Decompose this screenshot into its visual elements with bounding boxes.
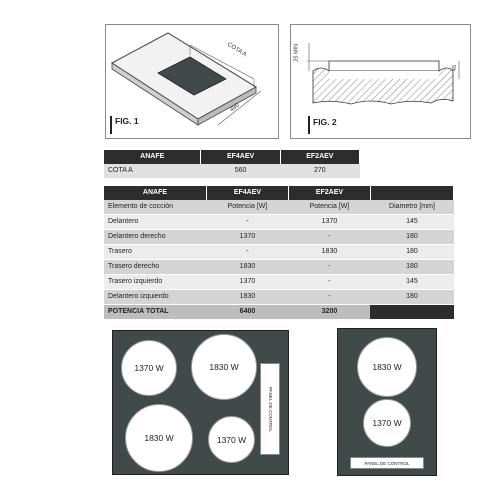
burner-front-right: 1370 W [208, 416, 255, 463]
table-row [104, 275, 454, 290]
table-row [104, 245, 454, 260]
row-ef2: - [288, 290, 370, 305]
subheader-elemento: Elemento de cocción [104, 200, 206, 215]
subheader-potencia-ef4: Potencia [W] [206, 200, 288, 215]
row-ef4: - [206, 245, 288, 260]
row-ef2: 1370 [288, 215, 370, 230]
burner-rear-right: 1830 W [191, 334, 257, 400]
depth-label: 480 [229, 102, 241, 114]
row-name: Trasero izquierdo [104, 275, 206, 290]
control-panel-label: PANEL DE CONTROL [267, 386, 273, 432]
subheader-diametro: Diametro [mm] [370, 200, 453, 215]
burner-rear-left: 1370 W [121, 340, 177, 396]
burner-rear: 1830 W [357, 337, 417, 397]
cota-table [104, 150, 360, 179]
row-diam: 180 [370, 230, 453, 245]
total-row [104, 305, 454, 320]
row-ef2: - [288, 275, 370, 290]
row-name: Delantero [104, 215, 206, 230]
row-name: Trasero derecho [104, 260, 206, 275]
row-ef2: - [288, 230, 370, 245]
row-ef4: - [206, 215, 288, 230]
total-ef4: 6400 [206, 305, 288, 320]
control-panel [260, 363, 280, 455]
burner-front: 1370 W [363, 399, 411, 447]
min-depth-label: 25 MIN. [293, 42, 300, 62]
power-col-ef4: EF4AEV [206, 186, 288, 200]
total-label: POTENCIA TOTAL [104, 305, 206, 320]
table-row [104, 230, 454, 245]
row-ef4: 1830 [206, 290, 288, 305]
burner-front-left: 1830 W [125, 404, 193, 472]
row-diam: 180 [370, 245, 453, 260]
row-diam: 180 [370, 290, 453, 305]
hob-two-burner [337, 328, 437, 476]
table-row [104, 215, 454, 230]
fig1-label: FIG. 1 [115, 116, 139, 126]
hob-four-burner [112, 330, 289, 475]
row-ef2: - [288, 260, 370, 275]
table-row [104, 260, 454, 275]
row-name: Delantero izquierdo [104, 290, 206, 305]
row-ef4: 1370 [206, 230, 288, 245]
row-diam: 180 [370, 260, 453, 275]
row-name: Trasero [104, 245, 206, 260]
total-blank [370, 305, 453, 320]
total-ef2: 3200 [288, 305, 370, 320]
cota-a-label: COTA A [226, 41, 248, 59]
control-panel [350, 457, 424, 469]
fig2-marker [308, 116, 310, 134]
row-ef4: 1830 [206, 260, 288, 275]
power-col-ef2: EF2AEV [288, 186, 370, 200]
cota-col-ef4: EF4AEV [201, 150, 280, 164]
cota-ef4-value: 560 [201, 164, 280, 179]
cota-col-anafe: ANAFE [104, 150, 201, 164]
table-row [104, 290, 454, 305]
row-diam: 145 [370, 215, 453, 230]
figure-1 [105, 24, 279, 139]
row-diam: 145 [370, 275, 453, 290]
power-table [104, 186, 454, 320]
fig2-label: FIG. 2 [313, 117, 337, 127]
subheader-potencia-ef2: Potencia [W] [288, 200, 370, 215]
cota-ef2-value: 270 [280, 164, 359, 179]
row-name: Delantero derecho [104, 230, 206, 245]
row-ef4: 1370 [206, 275, 288, 290]
power-col-blank [370, 186, 453, 200]
fig1-marker [110, 116, 112, 134]
cota-row-label: COTA A [104, 164, 201, 179]
row-ef2: 1830 [288, 245, 370, 260]
thickness-label: 45 [452, 64, 459, 72]
power-col-anafe: ANAFE [104, 186, 206, 200]
figure-2 [290, 24, 471, 139]
cota-col-ef2: EF2AEV [280, 150, 359, 164]
control-panel-label: PANEL DE CONTROL [364, 460, 410, 466]
